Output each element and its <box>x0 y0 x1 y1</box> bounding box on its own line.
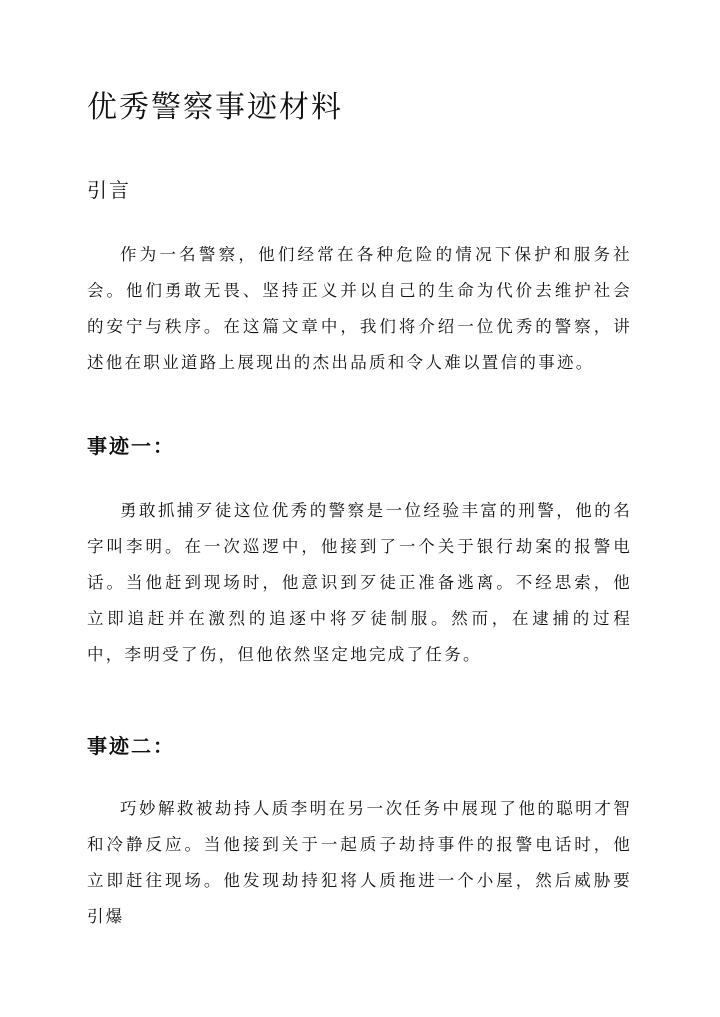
section-paragraph-deed-1: 勇敢抓捕歹徒这位优秀的警察是一位经验丰富的刑警，他的名字叫李明。在一次巡逻中，他接到了一个关于银行劫案的报警电话。当他赶到现场时，他意识到歹徒正准备逃离。不经思索，他立即追赶并在激烈的追逐中将歹徒制服。然而，在逮捕的过程中，李明受了伤，但他依然坚定地完成了任务。 <box>87 501 632 664</box>
section-paragraph-deed-2: 巧妙解救被劫持人质李明在另一次任务中展现了他的聪明才智和冷静反应。当他接到关于一起质子劫持事件的报警电话时，他立即赶往现场。他发现劫持犯将人质拖进一个小屋，然后威胁要引爆 <box>87 799 632 926</box>
section-paragraph-intro: 作为一名警察，他们经常在各种危险的情况下保护和服务社会。他们勇敢无畏、坚持正义并以自己的生命为代价去维护社会的安宁与秩序。在这篇文章中，我们将介绍一位优秀的警察，讲述他在职业道路上展现出的杰出品质和令人难以置信的事迹。 <box>87 245 632 372</box>
section-heading-deed-2: 事迹二： <box>87 734 175 758</box>
document-title: 优秀警察事迹材料 <box>87 90 343 125</box>
section-heading-deed-1: 事迹一： <box>87 434 175 458</box>
section-heading-intro: 引言 <box>87 178 131 202</box>
